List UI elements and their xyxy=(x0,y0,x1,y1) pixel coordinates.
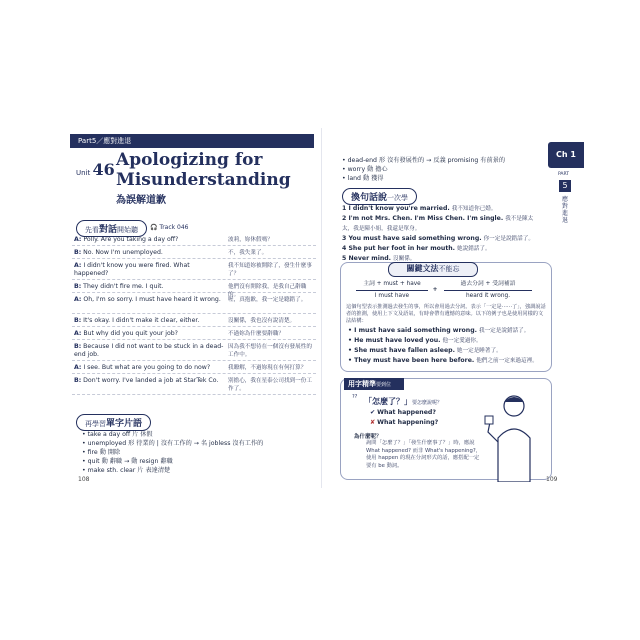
alt-expression-item xyxy=(342,234,542,244)
dialogue-chinese: 我瞭解，不過妳現在有何打算？ xyxy=(228,365,307,371)
dialogue-chinese: 不過妳為什麼要辭職？ xyxy=(228,331,284,337)
dialogue-english xyxy=(74,343,224,359)
dialogue-english xyxy=(74,283,224,291)
alt-chinese: 你一定是說錯話了。 xyxy=(483,236,534,242)
dialogue-row xyxy=(72,262,316,280)
vocab-item: • fire 動 開除 xyxy=(82,449,121,456)
unit-prefix: Unit xyxy=(76,169,91,177)
usage-head-small: 要到位 xyxy=(376,382,392,388)
alt-chinese: 沒關係。 xyxy=(393,256,416,262)
alt-section-pill xyxy=(342,188,417,205)
dialogue-speaker: B: xyxy=(74,377,82,384)
page-number-left: 108 xyxy=(78,476,90,483)
vocab-item: • unemployed 形 待業的 | 沒有工作的 → 名 jobless 沒有工作的 xyxy=(82,440,264,447)
alt-expressions-list xyxy=(342,204,542,264)
grammar-example-english: • She must have fallen asleep. xyxy=(348,347,455,354)
alt-chinese: 我不是陳太太，我是陳小姐，我還是單身。 xyxy=(342,216,534,232)
side-vertical-title: 應對進退 xyxy=(562,196,569,224)
usage-header xyxy=(344,378,404,390)
grammar-example xyxy=(348,326,548,336)
grammar-col2-bottom: heard it wrong. xyxy=(465,293,511,299)
dialogue-english-text: Don't worry. I've landed a job at StarTek Co. xyxy=(83,377,219,384)
alt-expression-item xyxy=(342,214,542,234)
dialogue-chinese: 沒關係，我也沒有說清楚。 xyxy=(228,318,296,324)
dialogue-row xyxy=(72,249,316,259)
dialogue-chinese: 不，我失業了。 xyxy=(228,250,268,256)
dialogue-english-text: It's okay. I didn't make it clear, either. xyxy=(83,317,200,324)
grammar-pill xyxy=(388,262,478,277)
dialogue-speaker: A: xyxy=(74,330,82,337)
vocab-pill-small: 再學習 xyxy=(85,420,106,428)
dialogue-english-text: Because I did not want to be stuck in a dead-end job. xyxy=(74,343,224,358)
vocab-continued-list xyxy=(342,156,542,183)
grammar-pill-small: 不能忘 xyxy=(438,265,460,273)
grammar-example-chinese: 他一定愛過你。 xyxy=(442,338,482,344)
cross-icon: ✘ xyxy=(370,419,378,426)
dialogue-english xyxy=(74,330,224,338)
dialogue-pill-big: 對話 xyxy=(99,225,118,235)
alt-pill-small: 一次學 xyxy=(387,194,409,202)
usage-why: 為什麼呢？ xyxy=(354,434,382,440)
dialogue-speaker: A: xyxy=(74,296,82,303)
dialogue-english-text: Oh, I'm so sorry. I must have heard it wrong. xyxy=(83,296,221,303)
grammar-example-chinese: 我一定是說錯話了。 xyxy=(478,328,530,334)
dialogue-english xyxy=(74,317,224,325)
vocab-item: • dead-end 形 沒有發展性的 → 反義 promising 有前景的 xyxy=(342,157,506,164)
dialogue-english xyxy=(74,377,224,385)
usage-option xyxy=(370,418,570,428)
dialogue-speaker: A: xyxy=(74,262,82,269)
side-part-number: 5 xyxy=(559,180,571,192)
vocab-item: • land 動 獲得 xyxy=(342,175,384,182)
dialogue-row xyxy=(72,236,316,246)
dialogue-chinese: 他們沒有開除我，是我自己辭職的。 xyxy=(228,284,307,298)
dialogue-english-text: I see. But what are you going to do now? xyxy=(83,364,211,371)
dialogue-english-text: No. Now I'm unemployed. xyxy=(83,249,163,256)
grammar-example-english: • They must have been here before. xyxy=(348,357,475,364)
grammar-example-english: • He must have loved you. xyxy=(348,337,441,344)
dialogue-english-text: But why did you quit your job? xyxy=(83,330,178,337)
unit-number xyxy=(76,160,115,179)
grammar-note: 這個句型表示推測過去發生的事，所以會用過去分詞。表示「一定是⋯⋯了」，強調說話者的推測，使用上下文及語氣，有時會帶有遺憾的意味。以下的例子也是使用同樣的文法結構： xyxy=(346,304,546,324)
dialogue-chinese: 別擔心，我在星泰公司找到一份工作了。 xyxy=(228,378,312,392)
vocab-section-pill xyxy=(76,414,151,431)
title-line-2: Misunderstanding xyxy=(116,170,291,190)
usage-question-text: 「怎麼了？」 xyxy=(364,397,412,406)
usage-option-text: What happened? xyxy=(377,409,436,416)
grammar-col2-top: 過去分詞 + 受詞補語 xyxy=(460,281,516,287)
track-text: Track 046 xyxy=(159,224,189,231)
alt-english: 2 I'm not Mrs. Chen. I'm Miss Chen. I'm single. xyxy=(342,215,504,222)
usage-head-big: 用字精準 xyxy=(348,380,376,388)
dialogue-speaker: B: xyxy=(74,343,82,350)
chapter-tab: Ch 1 xyxy=(548,142,584,168)
grammar-examples xyxy=(348,326,548,366)
dialogue-english xyxy=(74,236,224,244)
grammar-example-chinese: 他們之前一定來過這裡。 xyxy=(476,358,538,364)
headphone-icon: 🎧 xyxy=(150,224,158,231)
dialogue-chinese: 我不知道妳被開除了，發生什麼事了？ xyxy=(228,263,312,277)
grammar-example xyxy=(348,356,548,366)
part-header: Part5／應對進退 xyxy=(70,134,314,148)
grammar-pill-big: 關鍵文法 xyxy=(406,264,439,273)
dialogue-chinese: 波莉，妳休假嗎？ xyxy=(228,237,273,243)
page-number-right: 109 xyxy=(546,476,558,483)
page-title xyxy=(116,150,316,190)
vocab-item: • make sth. clear 片 表達清楚 xyxy=(82,467,171,474)
dialogue-english xyxy=(74,296,224,304)
dialogue-speaker: A: xyxy=(74,236,82,243)
dialogue-speaker: A: xyxy=(74,364,82,371)
grammar-example-chinese: 她一定是睡著了。 xyxy=(456,348,502,354)
dialogue-speaker: B: xyxy=(74,283,82,290)
alt-english: 5 Never mind. xyxy=(342,255,392,262)
grammar-col1-bottom: I must have xyxy=(374,293,410,299)
vocab-pill-big: 單字片語 xyxy=(106,419,143,429)
usage-option xyxy=(370,408,570,418)
title-line-1: Apologizing for xyxy=(116,150,263,170)
dialogue-speaker: B: xyxy=(74,249,82,256)
usage-question-tail: 要怎麼說呢？ xyxy=(412,400,443,406)
alt-chinese: 她說錯話了。 xyxy=(457,246,491,252)
dialogue-chinese: 喔，真抱歉，我一定是聽錯了。 xyxy=(228,297,307,303)
check-icon: ✔ xyxy=(370,409,378,416)
alt-english: 4 She put her foot in her mouth. xyxy=(342,245,456,252)
dialogue-speaker: B: xyxy=(74,317,82,324)
dialogue-row xyxy=(72,330,316,340)
dialogue-list xyxy=(72,236,316,432)
dialogue-row xyxy=(72,343,316,361)
dialogue-english-text: Polly. Are you taking a day off? xyxy=(83,236,179,243)
vocab-item: • quit 動 辭職 → 動 resign 辭職 xyxy=(82,458,173,465)
grammar-example-english: • I must have said something wrong. xyxy=(348,327,477,334)
alt-chinese: 我不知道你已婚。 xyxy=(451,206,497,212)
grammar-plus: + xyxy=(432,287,438,293)
grammar-example xyxy=(348,346,548,356)
dialogue-section-pill xyxy=(76,220,147,237)
alt-english: 1 I didn't know you're married. xyxy=(342,205,450,212)
usage-answer: 詢問「怎麼了？」「發生什麼事了？」時，應說 What happened? 而非 What's happening?，使用 happen 的現在分詞形式的話，應搭配一定要有 be 動詞。 xyxy=(366,440,481,469)
dialogue-chinese: 因為我不想待在一個沒有發展性的工作中。 xyxy=(228,344,312,358)
dialogue-row xyxy=(72,317,316,327)
alt-english: 3 You must have said something wrong. xyxy=(342,235,482,242)
dialogue-english xyxy=(74,262,224,278)
side-part-label: PART xyxy=(558,172,570,177)
dialogue-row xyxy=(72,283,316,298)
dialogue-row xyxy=(72,364,316,374)
thumbs-up-person-illustration xyxy=(484,392,534,482)
page-subtitle: 為誤解道歉 xyxy=(116,195,166,206)
vocab-item: • take a day off 片 休假 xyxy=(82,431,153,438)
usage-option-text: What happening? xyxy=(377,419,439,426)
grammar-col1-top: 主詞 + must + have xyxy=(363,281,421,287)
dialogue-english xyxy=(74,249,224,257)
question-mark-icon: ?? xyxy=(352,394,358,400)
vocab-item: • worry 動 擔心 xyxy=(342,166,388,173)
vocab-list xyxy=(82,430,263,475)
unit-digits: 46 xyxy=(92,160,115,179)
dialogue-english-text: I didn't know you were fired. What happened? xyxy=(74,262,190,277)
usage-question xyxy=(364,396,442,407)
alt-expression-item xyxy=(342,204,542,214)
dialogue-pill-tail: 開始聽 xyxy=(117,226,139,234)
dialogue-row xyxy=(72,296,316,314)
track-label xyxy=(150,224,188,231)
dialogue-row xyxy=(72,377,316,395)
alt-expression-item xyxy=(342,244,542,254)
dialogue-english xyxy=(74,364,224,372)
dialogue-pill-small: 先看 xyxy=(85,226,99,234)
page-gutter xyxy=(321,128,322,488)
dialogue-english-text: They didn't fire me. I quit. xyxy=(83,283,164,290)
usage-options xyxy=(370,408,570,428)
grammar-example xyxy=(348,336,548,346)
alt-pill-big: 換句話說 xyxy=(351,193,388,203)
